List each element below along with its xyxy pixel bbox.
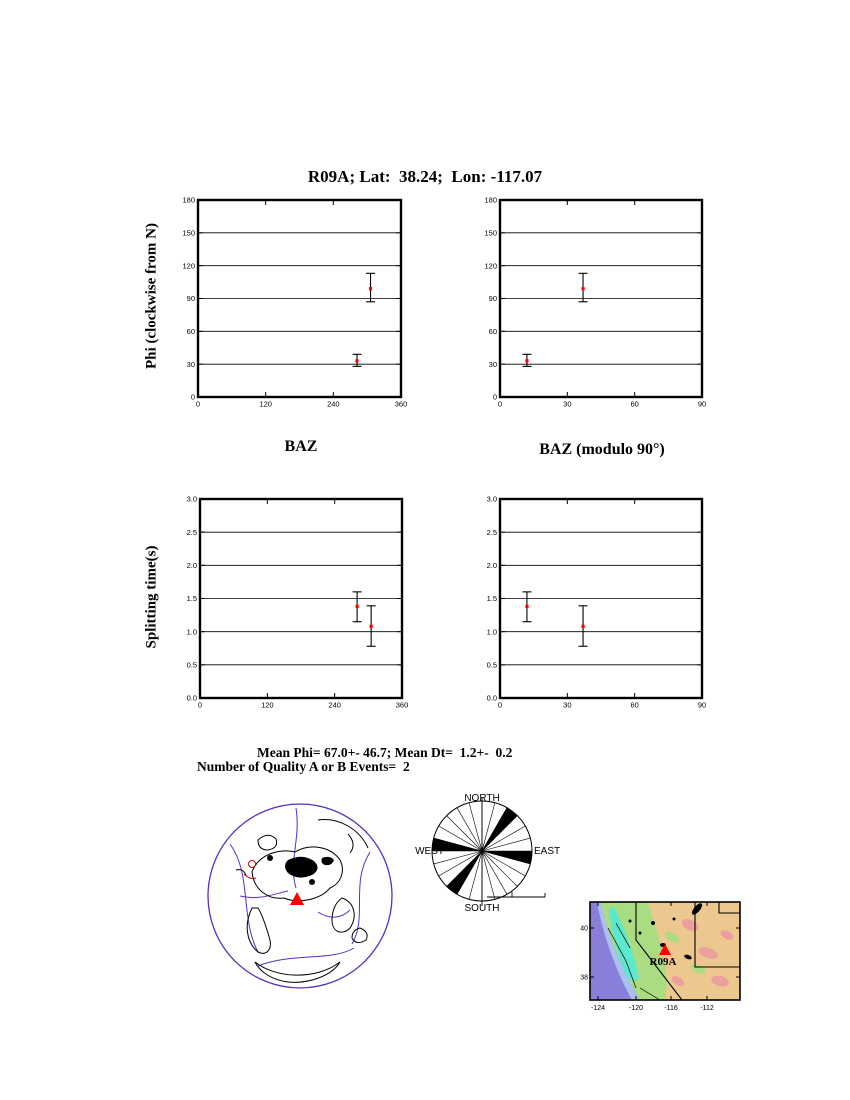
svg-text:1.5: 1.5 <box>486 594 497 604</box>
svg-text:360: 360 <box>394 399 408 409</box>
svg-text:90: 90 <box>697 700 707 710</box>
svg-text:30: 30 <box>563 700 572 710</box>
svg-text:90: 90 <box>186 294 195 304</box>
station-location-map <box>570 893 760 1021</box>
svg-text:240: 240 <box>327 399 340 409</box>
svg-text:EAST: EAST <box>534 846 561 857</box>
svg-text:180: 180 <box>182 195 195 205</box>
figure-title: R09A; Lat: 38.24; Lon: -117.07 <box>307 167 543 186</box>
y-axis-label-phi: Phi (clockwise from N) <box>143 223 160 369</box>
plate-boundaries <box>230 808 370 966</box>
y-axis-label-splitting-time: Splitting time(s) <box>143 545 160 649</box>
svg-text:150: 150 <box>484 228 497 238</box>
svg-text:120: 120 <box>261 700 274 710</box>
svg-text:60: 60 <box>186 326 195 336</box>
svg-text:2.5: 2.5 <box>486 527 497 537</box>
plot-dt-vs-baz-mod90 <box>486 494 707 710</box>
x-axis-label-baz: BAZ <box>284 438 318 455</box>
svg-text:SOUTH: SOUTH <box>464 903 500 914</box>
red-circle-mark <box>249 861 256 868</box>
svg-text:120: 120 <box>484 261 497 271</box>
backazimuth-rose <box>400 790 580 918</box>
svg-text:2.0: 2.0 <box>186 560 197 570</box>
svg-text:120: 120 <box>182 261 195 271</box>
svg-text:2.5: 2.5 <box>186 527 197 537</box>
svg-text:-124: -124 <box>590 1005 606 1012</box>
svg-text:0: 0 <box>497 399 503 409</box>
svg-text:0: 0 <box>195 399 201 409</box>
svg-text:60: 60 <box>630 700 639 710</box>
svg-text:0.5: 0.5 <box>186 660 197 670</box>
svg-text:40: 40 <box>580 925 588 933</box>
svg-text:38: 38 <box>580 974 588 982</box>
svg-text:WEST: WEST <box>415 846 444 857</box>
plot-dt-vs-baz <box>186 494 409 710</box>
svg-text:90: 90 <box>697 399 707 409</box>
svg-text:-116: -116 <box>664 1005 678 1012</box>
svg-text:-112: -112 <box>700 1005 714 1012</box>
svg-text:90: 90 <box>488 294 497 304</box>
continent-fill-blobs <box>267 855 334 885</box>
x-axis-label-baz-modulo-90: BAZ (modulo 90°) <box>539 441 665 458</box>
svg-text:0: 0 <box>492 392 497 402</box>
globe-map <box>200 800 400 995</box>
svg-text:0: 0 <box>497 700 503 710</box>
plot-phi-vs-baz <box>182 195 408 409</box>
svg-text:3.0: 3.0 <box>486 494 497 504</box>
station-label: R09A <box>649 956 677 968</box>
svg-text:0: 0 <box>190 392 195 402</box>
event-count-text: Number of Quality A or B Events= 2 <box>197 759 410 774</box>
svg-text:60: 60 <box>630 399 639 409</box>
svg-text:120: 120 <box>259 399 272 409</box>
svg-text:180: 180 <box>484 195 497 205</box>
station-marker-globe <box>290 892 304 905</box>
svg-text:60: 60 <box>488 326 497 336</box>
svg-text:2.0: 2.0 <box>486 560 497 570</box>
svg-text:360: 360 <box>395 700 409 710</box>
svg-text:NORTH: NORTH <box>464 793 500 804</box>
svg-text:0.0: 0.0 <box>486 693 497 703</box>
svg-text:150: 150 <box>182 228 195 238</box>
svg-text:1.0: 1.0 <box>486 627 497 637</box>
svg-text:30: 30 <box>186 359 195 369</box>
svg-text:1.5: 1.5 <box>186 594 197 604</box>
svg-text:240: 240 <box>328 700 341 710</box>
svg-text:0: 0 <box>197 700 203 710</box>
svg-text:0.0: 0.0 <box>186 693 197 703</box>
svg-text:1.0: 1.0 <box>186 627 197 637</box>
svg-text:3.0: 3.0 <box>186 494 197 504</box>
svg-text:-120: -120 <box>628 1005 644 1012</box>
plot-phi-vs-baz-mod90 <box>484 195 707 409</box>
svg-text:0.5: 0.5 <box>486 660 497 670</box>
globe-frame <box>208 804 392 988</box>
mean-phi-dt-text: Mean Phi= 67.0+- 46.7; Mean Dt= 1.2+- 0.2 <box>257 745 513 760</box>
svg-text:30: 30 <box>488 359 497 369</box>
svg-text:30: 30 <box>563 399 572 409</box>
